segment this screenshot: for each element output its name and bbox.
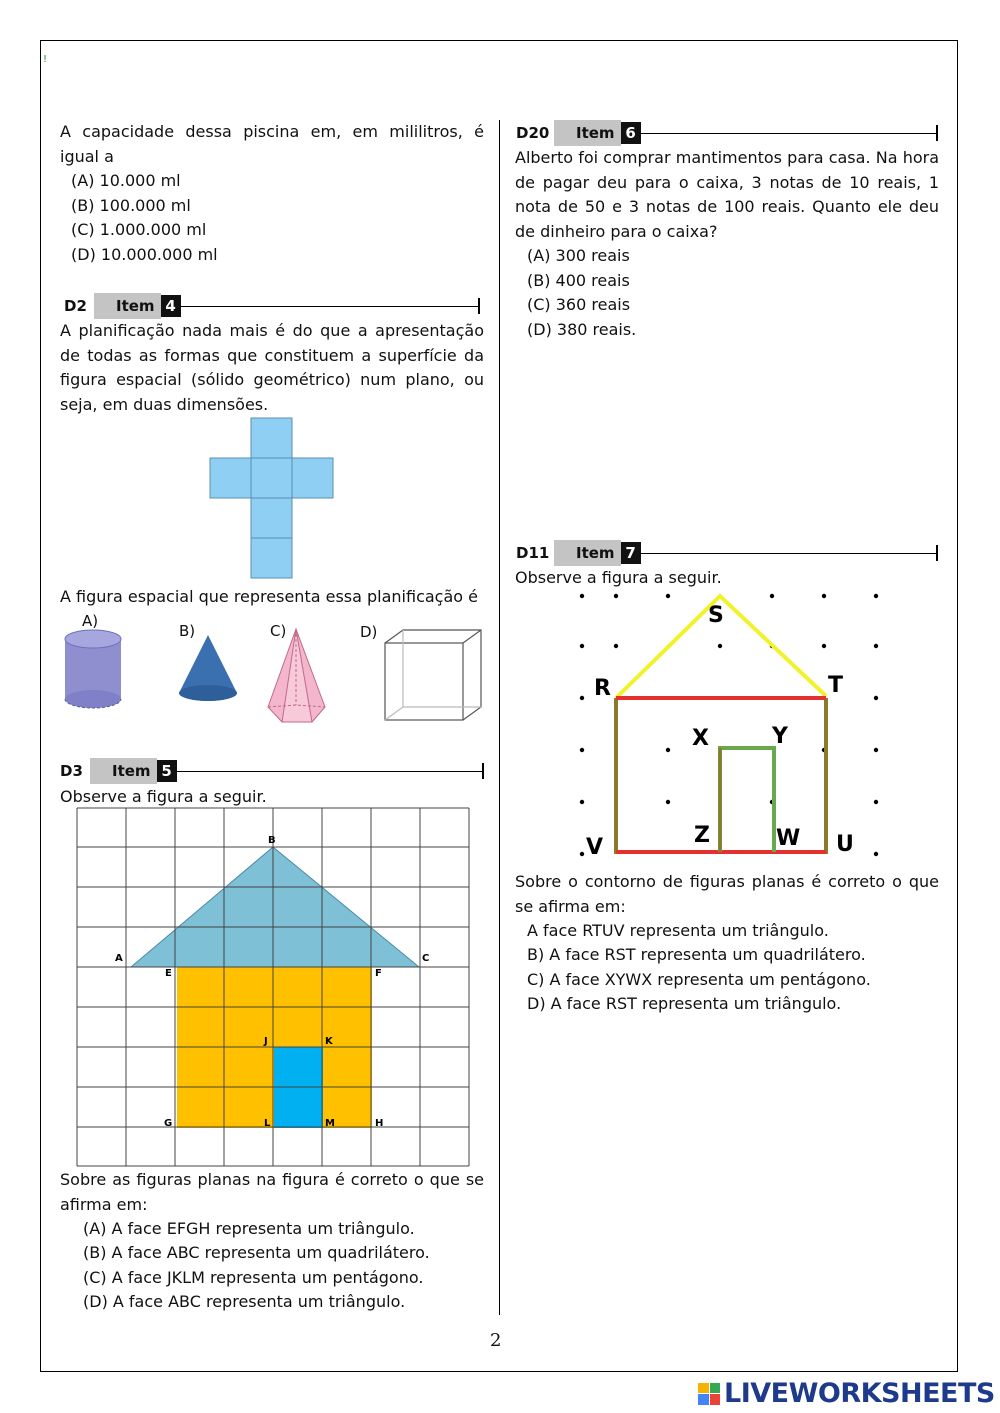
grid-house-figure: [75, 806, 475, 1168]
grid-label-e: E: [165, 968, 172, 979]
item7-option-c[interactable]: C) A face XYWX representa um pentágono.: [527, 970, 871, 989]
grid-label-b: B: [268, 835, 276, 846]
item7-code: D11: [516, 544, 550, 562]
point-label-t: T: [828, 673, 844, 698]
intro-question: A capacidade dessa piscina em, em mililitros, é igual a: [60, 122, 484, 166]
item6-option-a[interactable]: (A) 300 reais: [527, 246, 630, 265]
item5-question: Sobre as figuras planas na figura é correto o que se afirma em:: [60, 1170, 484, 1214]
grid-label-f: F: [375, 968, 382, 979]
net-square: [251, 458, 292, 498]
item4-label: Item: [94, 293, 161, 319]
excl-mark: !: [43, 54, 48, 65]
item6-rule: [641, 133, 938, 134]
grid-label-l: L: [264, 1118, 271, 1129]
item7-intro: Observe a figura a seguir.: [515, 568, 722, 587]
house-roof: [131, 847, 419, 967]
item7-option-b[interactable]: B) A face RST representa um quadrilátero.: [527, 945, 866, 964]
item6-option-d[interactable]: (D) 380 reais.: [527, 320, 637, 339]
item5-number: 5: [157, 760, 177, 782]
net-square: [292, 458, 333, 498]
point-label-u: U: [836, 832, 854, 857]
choice-label-b: B): [179, 622, 196, 640]
item6-option-c[interactable]: (C) 360 reais: [527, 295, 631, 314]
item7-option-a[interactable]: A face RTUV representa um triângulo.: [527, 921, 829, 940]
item7-rule: [641, 553, 938, 554]
point-label-x: X: [692, 726, 709, 751]
net-square: [210, 458, 251, 498]
grid-label-h: H: [375, 1118, 384, 1129]
grid-label-a: A: [115, 953, 123, 964]
item4-number: 4: [161, 295, 181, 317]
item5-code: D3: [60, 762, 83, 780]
brand-text: LIVEWORKSHEETS: [724, 1378, 995, 1409]
point-label-z: Z: [694, 823, 710, 848]
item6-number: 6: [621, 122, 641, 144]
grid-label-c: C: [422, 953, 430, 964]
grid-label-g: G: [164, 1118, 173, 1129]
item7-option-d[interactable]: D) A face RST representa um triângulo.: [527, 994, 842, 1013]
point-label-s: S: [708, 603, 724, 628]
item5-option-a[interactable]: (A) A face EFGH representa um triângulo.: [83, 1219, 415, 1238]
item5-option-c[interactable]: (C) A face JKLM representa um pentágono.: [83, 1268, 424, 1287]
net-square: [251, 538, 292, 578]
item6-header: [516, 120, 938, 146]
item4-text: A planificação nada mais é do que a apresentação de todas as formas que constituem a superfície da figura espacial (sólido geométrico) num plano, ou seja, em duas dimensões.: [60, 321, 484, 414]
net-square: [251, 498, 292, 538]
item6-text: Alberto foi comprar mantimentos para casa. Na hora de pagar deu para o caixa, 3 notas de 10 reais, 1 nota de 50 e 3 notas de 100 reais. Quanto ele deu de dinheiro para o caixa?: [515, 148, 939, 241]
grid-label-k: K: [325, 1036, 333, 1047]
item5-label: Item: [90, 758, 157, 784]
point-label-w: W: [776, 826, 801, 851]
item5-header: [60, 758, 484, 784]
point-label-v: V: [586, 835, 604, 860]
item7-number: 7: [621, 542, 641, 564]
page-number: 2: [490, 1330, 502, 1351]
item7-header: [516, 540, 938, 566]
solid-choices-figure: [60, 625, 490, 730]
choice-label-a: A): [82, 612, 99, 630]
point-label-r: R: [594, 676, 611, 701]
door-lines: [720, 748, 774, 852]
item7-label: Item: [554, 540, 621, 566]
item4-question: A figura espacial que representa essa planificação é: [60, 587, 478, 606]
choice-label-d: D): [360, 623, 378, 641]
item5-option-b[interactable]: (B) A face ABC representa um quadrilátero.: [83, 1243, 430, 1262]
intro-option-b[interactable]: (B) 100.000 ml: [71, 196, 191, 215]
intro-option-c[interactable]: (C) 1.000.000 ml: [71, 220, 207, 239]
item6-code: D20: [516, 124, 550, 142]
liveworksheets-brand[interactable]: [698, 1378, 995, 1409]
item4-header: [64, 293, 480, 319]
intro-option-d[interactable]: (D) 10.000.000 ml: [71, 245, 218, 264]
liveworksheets-logo-icon: [698, 1383, 720, 1405]
intro-option-a[interactable]: (A) 10.000 ml: [71, 171, 181, 190]
cylinder-shape[interactable]: [65, 630, 121, 708]
net-square: [251, 418, 292, 458]
item4-code: D2: [64, 297, 87, 315]
grid-label-m: M: [325, 1118, 335, 1129]
item6-label: Item: [554, 120, 621, 146]
item6-option-b[interactable]: (B) 400 reais: [527, 271, 630, 290]
point-label-y: Y: [772, 724, 788, 749]
item5-rule: [177, 771, 484, 772]
item7-question: Sobre o contorno de figuras planas é correto o que se afirma em:: [515, 872, 939, 916]
grid-label-j: J: [264, 1036, 268, 1047]
cube-shape[interactable]: [385, 630, 481, 720]
item4-rule: [181, 306, 480, 307]
dot-grid: [580, 594, 878, 856]
dot-grid-house-figure: [570, 588, 890, 866]
pyramid-shape[interactable]: [268, 629, 325, 722]
item5-intro: Observe a figura a seguir.: [60, 787, 267, 806]
grid-lines: [77, 808, 469, 1166]
cube-net-figure: [205, 415, 340, 583]
item5-option-d[interactable]: (D) A face ABC representa um triângulo.: [83, 1292, 406, 1311]
choice-label-c: C): [270, 622, 287, 640]
cone-shape[interactable]: [179, 635, 237, 701]
column-divider: [499, 120, 500, 1315]
